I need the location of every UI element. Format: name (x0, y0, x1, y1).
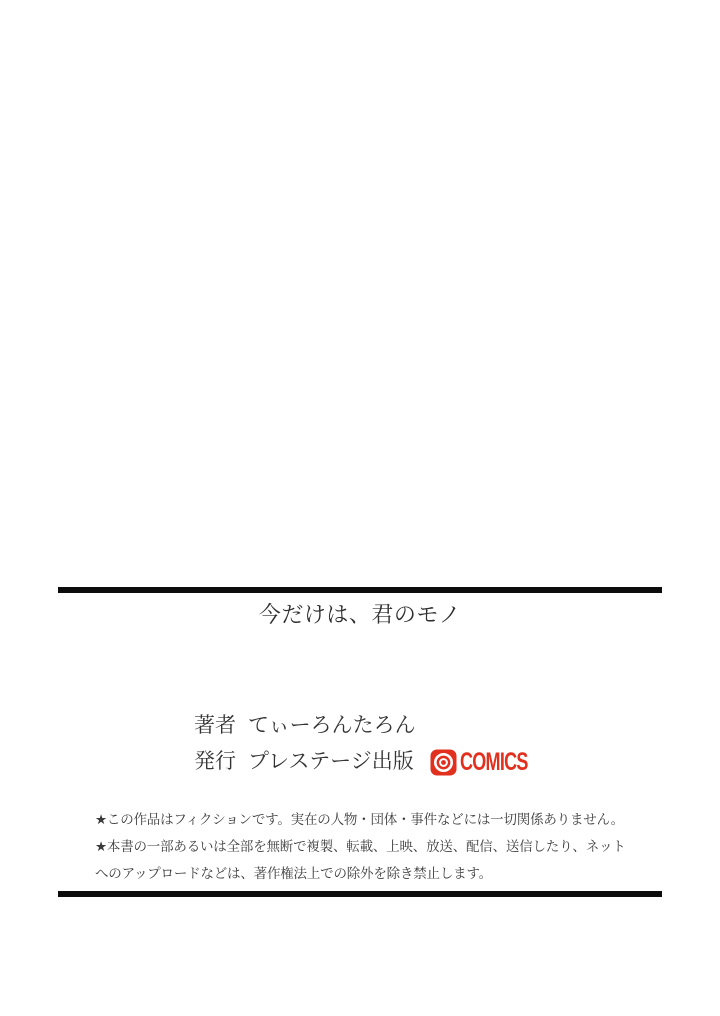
comics-logo-text: COMICS (459, 747, 528, 776)
publisher-row (194, 744, 554, 780)
author-name: てぃーろんたろん (248, 714, 416, 737)
book-title: 今だけは、君のモノ (258, 602, 462, 627)
publisher-label: 発行 (194, 750, 236, 773)
top-divider-rule (58, 587, 662, 593)
disclaimer-line: へのアップロードなどは、著作権法上での除外を除き禁止します。 (95, 866, 492, 881)
disclaimer-line: ★この作品はフィクションです。実在の人物・団体・事件などには一切関係ありません。 (95, 812, 624, 827)
publisher-name: プレステージ出版 (248, 750, 414, 773)
publisher-logo (430, 749, 554, 776)
author-label: 著者 (194, 714, 236, 737)
author-row (194, 708, 554, 744)
disclaimer-line: ★本書の一部あるいは全部を無断で複製、転載、上映、放送、配信、送信したり、ネット (95, 839, 626, 854)
bottom-divider-rule (58, 891, 662, 897)
disclaimer-block (95, 806, 655, 887)
target-circle-icon (430, 749, 457, 776)
credits-block (194, 708, 554, 780)
